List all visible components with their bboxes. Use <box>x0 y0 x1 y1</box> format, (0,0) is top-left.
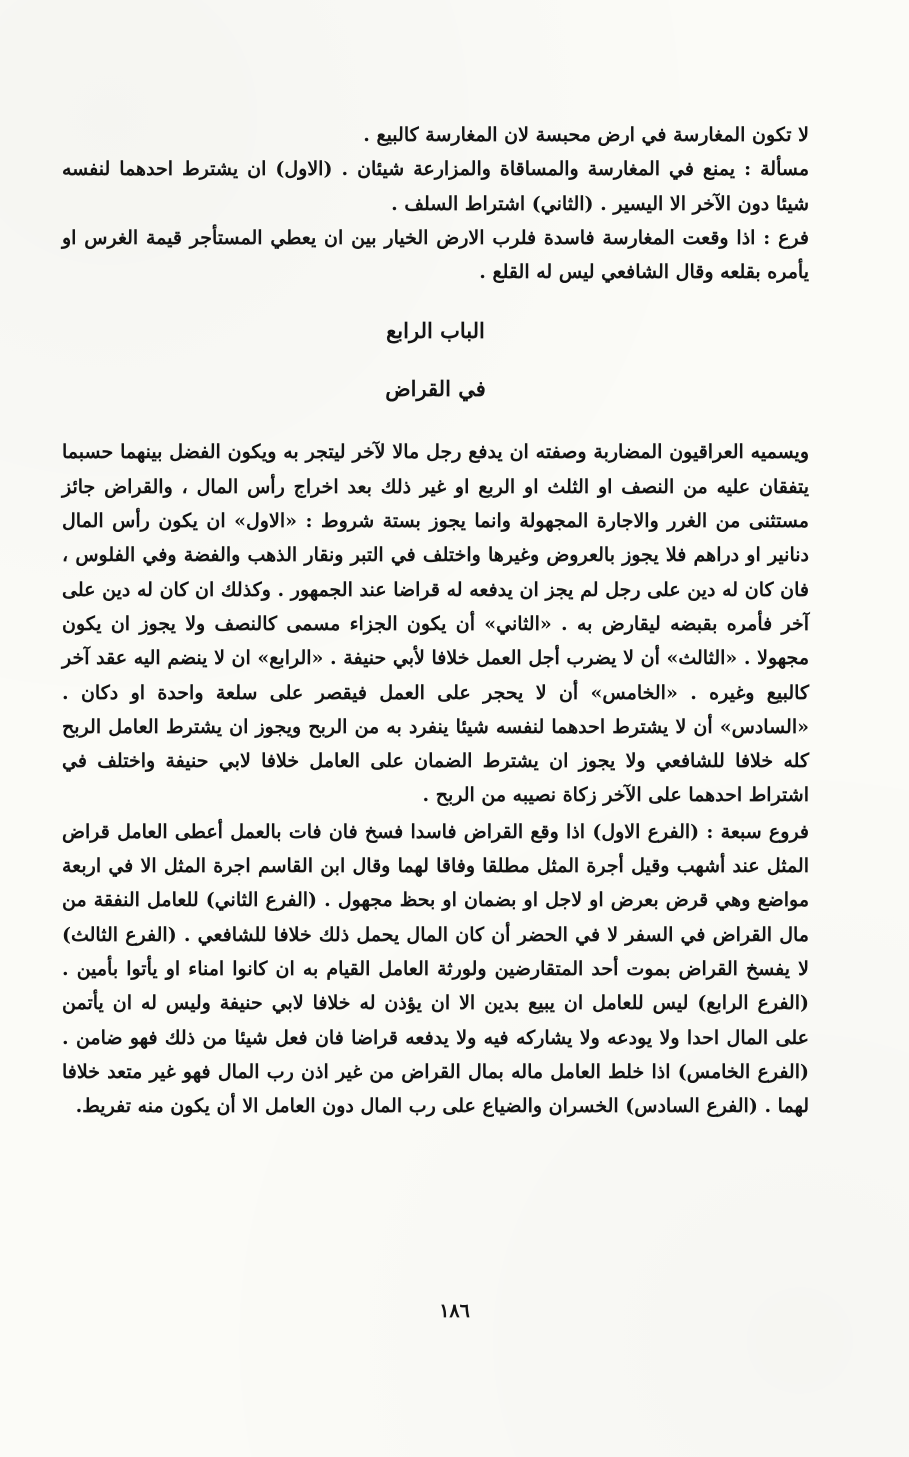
masala-text: يمنع في المغارسة والمساقاة والمزارعة شيئان . (الاول) ان يشترط احدهما لنفسه شيئا دون الآخر الا اليسير . (الثاني) اشتراط السلف . <box>62 158 809 215</box>
far-text: اذا وقعت المغارسة فاسدة فلرب الارض الخيار بين ان يعطي المستأجر قيمة الغرس او يأمره بقلعه وقال الشافعي ليس له القلع . <box>62 226 809 284</box>
paragraph-furu <box>62 815 809 1124</box>
chapter-subtitle: في القراض <box>385 376 486 402</box>
page-number: ١٨٦ <box>439 1300 470 1322</box>
qirad-intro-text: ويسميه العراقيون المضاربة وصفته ان يدفع رجل مالا لآخر ليتجر به ويكون الفضل بينهما حسبما يتفقان عليه من النصف او الثلث او الربع او غير ذلك بعد اخراج رأس المال ، والقراض جائز مستثنى من الغرر والاجارة المجهولة وانما يجوز بستة شروط : «الاول» ان يكون رأس المال دنانير او دراهم فلا يجوز بالعروض وغيرها واختلف في التبر ونقار الذهب والفضة وفي الفلوس ، فان كان له دين على رجل لم يجز ان يدفعه له قراضا عند الجمهور . وكذلك ان كان له دين على آخر فأمره بقبضه ليقارض به . «الثاني» أن يكون الجزاء مسمى كالنصف ولا يجوز ان يكون مجهولا . «الثالث» أن لا يضرب أجل العمل خلافا لأبي حنيفة . «الرابع» ان لا ينضم اليه عقد آخر كالبيع وغيره . «الخامس» أن لا يحجر على العمل فيقصر على سلعة واحدة او دكان . «السادس» أن لا يشترط احدهما لنفسه شيئا ينفرد به من الربح ويجوز ان يشترط العامل الربح كله خلافا للشافعي ولا يجوز ان يشترط الضمان على العامل خلافا لابي حنيفة واختلف في اشتراط احدهما على الآخر زكاة نصيبه من الربح . <box>62 441 809 807</box>
chapter-title: الباب الرابع <box>386 318 485 344</box>
paragraph-mugharasa-end: لا تكون المغارسة في ارض محبسة لان المغارسة كالبيع . <box>363 124 809 146</box>
masala-lead: مسألة : <box>744 158 809 181</box>
paragraph-far <box>62 221 809 290</box>
furu-text: (الفرع الاول) اذا وقع القراض فاسدا فسخ فان فات بالعمل أعطى العامل قراض المثل عند أشهب وقيل أجرة المثل مطلقا وفاقا لهما وقال ابن القاسم اجرة المثل الا في اربعة مواضع وهي قرض بعرض او لاجل او بضمان او بحظ مجهول . (الفرع الثاني) للعامل النفقة من مال القراض في السفر لا في الحضر أن كان المال يحمل ذلك خلافا للشافعي . (الفرع الثالث) لا يفسخ القراض بموت أحد المتقارضين ولورثة العامل القيام به ان كانوا امناء او يأتوا بأمين . (الفرع الرابع) ليس للعامل ان يبيع بدين الا ان يؤذن له خلافا لابي حنيفة وليس له ان يأتمن على المال احدا ولا يودعه ولا يشاركه فيه ولا يدفعه قراضا فان فعل شيئا من ذلك فهو ضامن . (الفرع الخامس) اذا خلط العامل ماله بمال القراض من غير اذن رب المال فهو غير متعد خلافا لهما . (الفرع السادس) الخسران والضياع على رب المال دون العامل الا أن يكون منه تفريط. <box>62 820 809 1118</box>
far-lead: فرع : <box>763 226 809 249</box>
furu-lead: فروع سبعة : <box>706 820 810 843</box>
paragraph-masala <box>62 152 809 221</box>
paragraph-qirad-intro <box>62 435 809 812</box>
